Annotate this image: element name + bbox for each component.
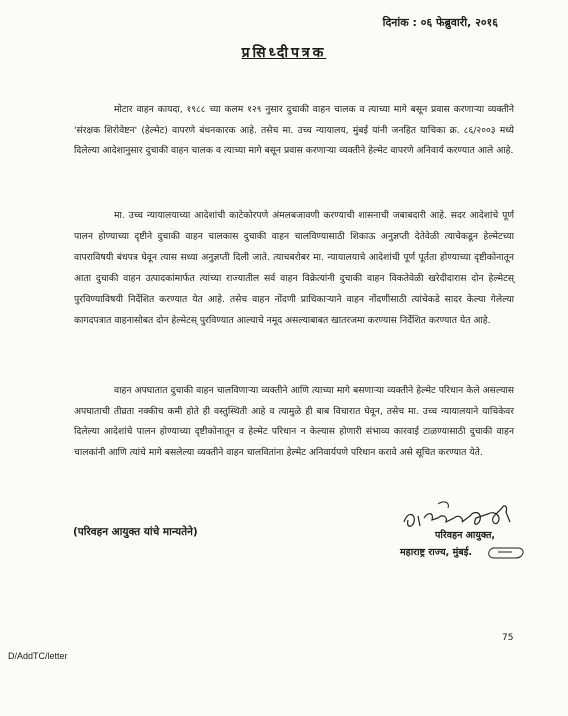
approval-note: (परिवहन आयुक्त यांचे मान्यतेने) [73,526,198,538]
designation: परिवहन आयुक्त, [435,530,495,541]
paragraph-1: मोटार वाहन कायदा, १९८८ च्या कलम १२९ नुसार दुचाकी वाहन चालक व त्याच्या मागे बसून प्रवास करणाऱ्या व्यक्तीने 'संरक्षक शिरोवेष्टन' (हेल्मेट) वापरणे बंधनकारक आहे. तसेच मा. उच्च न्यायालय, मुंबई यांनी जनहित याचिका क्र. ८६/२००३ मध्ये दिलेल्या आदेशानुसार दुचाकी वाहन चालक व त्याच्या मागे बसून प्रवास करणाऱ्या व्यक्तीने हेल्मेट वापरणे अनिवार्य करण्यात आले आहे. [74,104,514,156]
paragraph-3: वाहन अपघातात दुचाकी वाहन चालविणाऱ्या व्यक्तीने आणि त्याच्या मागे बसणाऱ्या व्यक्तीने हेल्मेट परिधान केले असल्यास अपघाताची तीव्रता नक्कीच कमी होते ही वस्तुस्थिती आहे व त्यामुळे ही बाब विचारात घेवून, तसेच मा. उच्च न्यायालयाने याचिकेवर दिलेल्या आदेशांचे पालन होण्याच्या दृष्टीकोनातून व हेल्मेट परिधान न केल्यास होणारी संभाव्य कारवाई टाळण्यासाठी दुचाकी वाहन चालकांनी आणि त्यांचे मागे बसलेल्या व्यक्तीने वाहन चालवितांना हेल्मेट अनिवार्यपणे परिधान करावे असे सूचित करण्यात येते. [74,385,514,458]
page-number: 75 [502,633,514,643]
state-location: महाराष्ट्र राज्य, मुंबई. [400,547,472,558]
paragraph-2: मा. उच्च न्यायालयाच्या आदेशांची काटेकोरपणे अंमलबजावणी करण्याची शासनाची जबाबदारी आहे. सदर आदेशांचे पूर्ण पालन होण्याच्या दृष्टीने दुचाकी वाहन चालकास दुचाकी वाहन चालविण्यासाठी शिकाऊ अनुज्ञप्ती देतेवेळी त्याचेकडून हेल्मेटच्या वापराविषयी बंधपत्र घेवून त्यास सध्या अनुज्ञप्ती दिली जाते. त्याचबरोबर मा. न्यायालयाचे आदेशांची पूर्ण पूर्तता होण्याच्या दृष्टीकोनातून आता दुचाकी वाहन उत्पादकांमार्फत त्यांच्या राज्यातील सर्व वाहन विक्रेत्यांनी दुचाकी वाहन विकतेवेळी खरेदीदारास दोन हेल्मेटस् पुरविण्याविषयी निर्देशित करण्यात येत आहे. तसेच वाहन नोंदणी प्राधिकाऱ्याने वाहन नोंदणीसाठी त्यांचेकडे सादर केल्या गेलेल्या कागदपत्रात वाहनासोबत दोन हेल्मेटस् पुरविण्यात आल्याचे नमूद असल्याबाबत खातरजमा करण्यास निर्देशित करण्यात येत आहे. [74,210,514,326]
document-date: दिनांक : ०६ फेब्रुवारी, २०१६ [382,16,498,29]
document-reference: D/AddTC/letter [8,651,68,661]
document-title: प्रसिध्दीपत्रक [241,45,327,61]
